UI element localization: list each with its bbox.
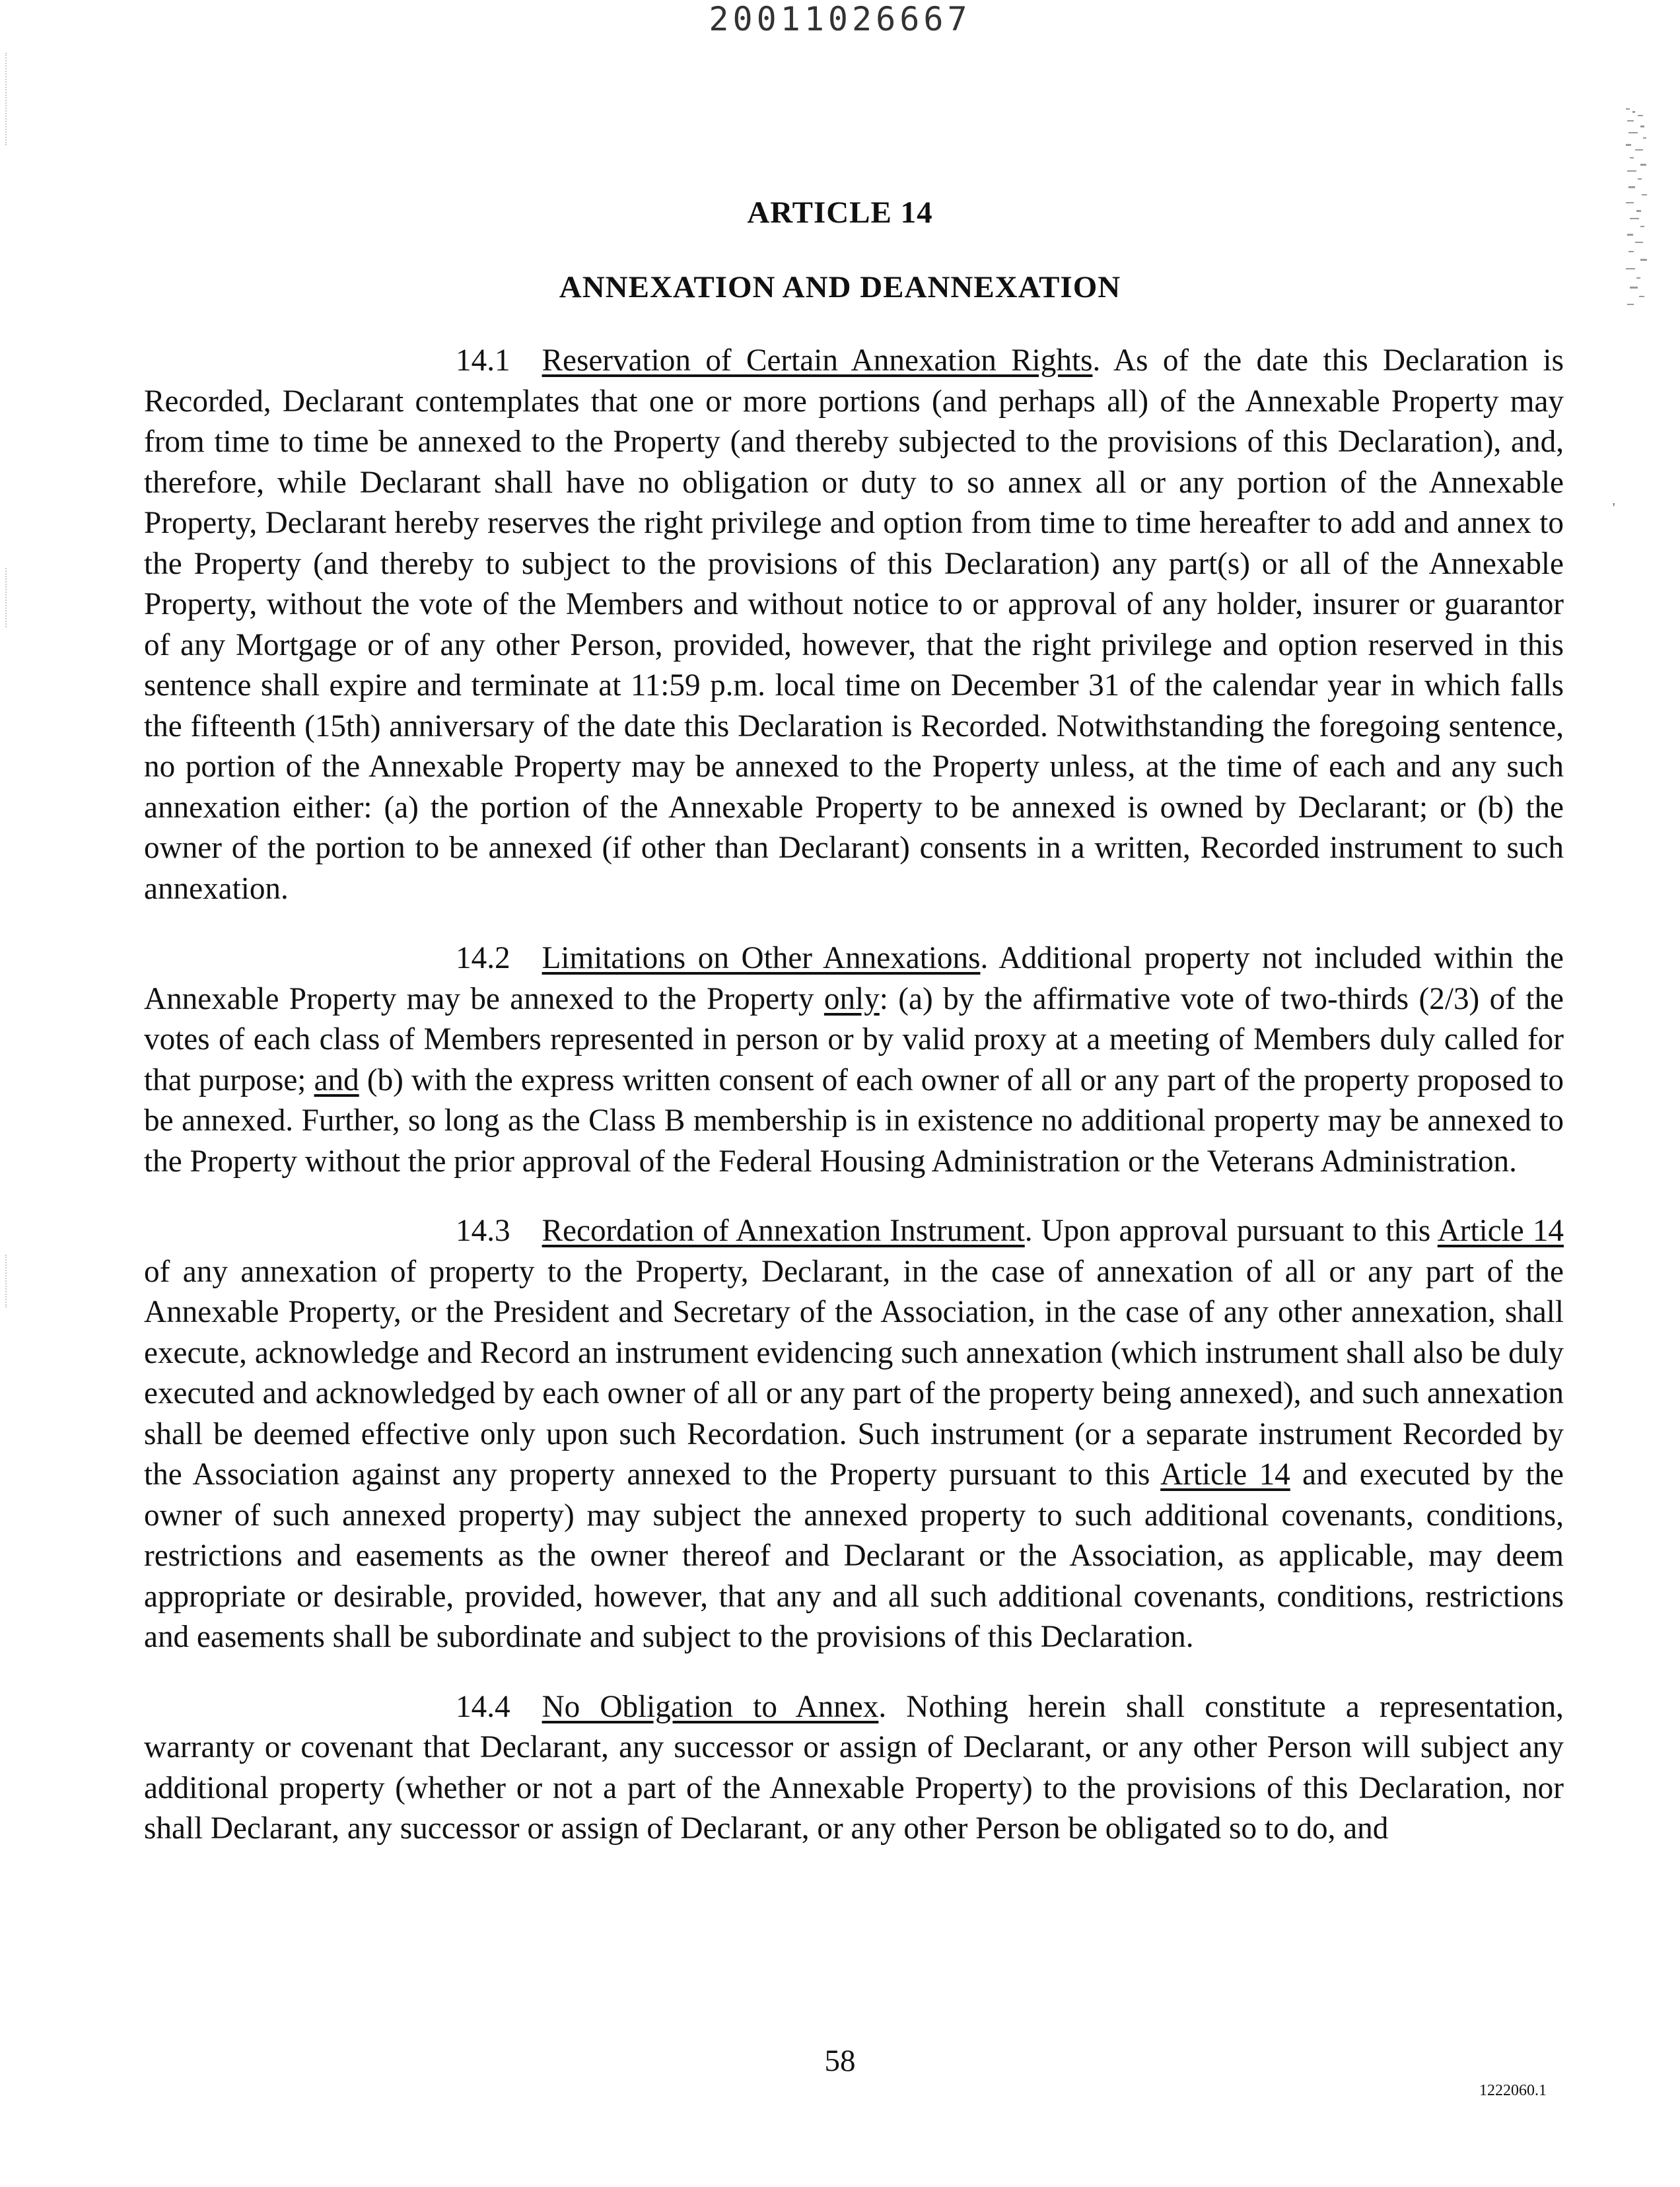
page-number: 58 <box>824 2044 856 2078</box>
section-heading: Recordation of Annexation Instrument <box>542 1214 1025 1248</box>
section-number: 14.3 <box>456 1214 510 1248</box>
scan-edge-mark <box>5 568 13 627</box>
scan-tick-mark: ' <box>1613 501 1615 515</box>
section-14-1 <box>144 341 1564 909</box>
article-reference: Article 14 <box>1160 1457 1290 1492</box>
recording-number: 20011026667 <box>709 0 971 38</box>
section-text: . Upon approval pursuant to this <box>1024 1214 1438 1248</box>
scan-edge-mark <box>5 53 13 145</box>
section-number: 14.4 <box>456 1689 510 1724</box>
emphasis-and: and <box>314 1062 359 1097</box>
section-14-2 <box>144 938 1564 1182</box>
article-title: ARTICLE 14 <box>747 195 933 230</box>
document-id: 1222060.1 <box>1479 2082 1547 2099</box>
section-number: 14.2 <box>456 941 510 975</box>
section-text: . As of the date this Declaration is Recorded, Declarant contemplates that one or more portions (and perhaps all) of the Annexable Property may from time to time be annexed to the Property (and thereby subjected to the provisions of this Declaration), and, therefore, while Declarant shall have no obligation or duty to so annex all or any portion of the Annexable Property, Declarant hereby reserves the right privilege and option from time to time hereafter to add and annex to the Property (and thereby to subject to the provisions of this Declaration) any part(s) or all of the Annexable Property, without the vote of the Members and without notice to or approval of any holder, insurer or guarantor of any Mortgage or of any other Person, provided, however, that the right privilege and option reserved in this sentence shall expire and terminate at 11:59 p.m. local time on December 31 of the calendar year in which falls the fifteenth (15th) anniversary of the date this Declaration is Recorded. Notwithstanding the foregoing sentence, no portion of the Annexable Property may be annexed to the Property unless, at the time of each and any such annexation either: (a) the portion of the Annexable Property to be annexed is owned by Declarant; or (b) the owner of the portion to be annexed (if other than Declarant) consents in a written, Recorded instrument to such annexation. <box>144 343 1564 906</box>
section-number: 14.1 <box>456 343 510 378</box>
section-text: . Nothing herein shall constitute a representation, warranty or covenant that Declarant, any successor or assign of Declarant, or any other Person will subject any additional property (whether or not a part of the Annexable Property) to the provisions of this Declaration, nor shall Declarant, any successor or assign of Declarant, or any other Person be obligated so to do, and <box>144 1689 1564 1846</box>
section-text: and executed by the owner of such annexed property) may subject the annexed property to such additional covenants, conditions, restrictions and easements as the owner thereof and Declarant or the Association, as applicable, may deem appropriate or desirable, provided, however, that any and all such additional covenants, conditions, restrictions and easements shall be subordinate and subject to the provisions of this Declaration. <box>144 1457 1564 1654</box>
scan-edge-mark <box>5 1255 13 1307</box>
section-14-3 <box>144 1211 1564 1658</box>
section-text: of any annexation of property to the Property, Declarant, in the case of annexation of all or any part of the Annexable Property, or the President and Secretary of the Association, in the case of any other annexation, shall execute, acknowledge and Record an instrument evidencing such annexation (which instrument shall also be duly executed and acknowledged by each owner of all or any part of the property being annexed), and such annexation shall be deemed effective only upon such Recordation. Such instrument (or a separate instrument Recorded by the Association against any property annexed to the Property pursuant to this <box>144 1254 1564 1492</box>
article-body <box>144 341 1564 1879</box>
section-text: : (a) by the affirmative vote of two-thirds (2/3) of the votes of each class of Members represented in person or by valid proxy at a meeting of Members duly called for that purpose; <box>144 981 1564 1097</box>
section-heading: Limitations on Other Annexations <box>542 941 981 975</box>
article-reference: Article 14 <box>1437 1214 1564 1248</box>
section-heading: No Obligation to Annex <box>542 1689 879 1724</box>
section-14-4 <box>144 1687 1564 1850</box>
section-text: . Additional property not included within the Annexable Property may be annexed to the Property <box>144 941 1564 1016</box>
section-text: (b) with the express written consent of each owner of all or any part of the property proposed to be annexed. Further, so long as the Class B membership is in existence no additional property may be annexed to the Property without the prior approval of the Federal Housing Administration or the Veterans Administration. <box>144 1062 1564 1179</box>
emphasis-only: only <box>823 981 880 1016</box>
article-subtitle: ANNEXATION AND DEANNEXATION <box>559 270 1121 304</box>
section-heading: Reservation of Certain Annexation Rights <box>542 343 1093 378</box>
